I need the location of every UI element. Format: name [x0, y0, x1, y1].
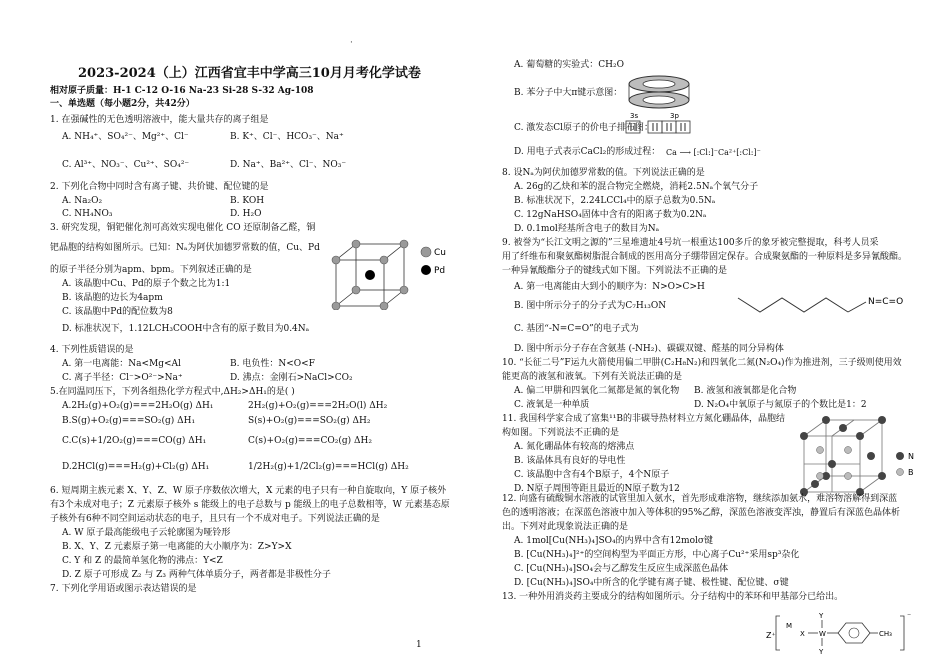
bn-cell-figure	[796, 414, 926, 500]
q7-stem: 7. 下列化学用语或图示表达错误的是	[50, 584, 197, 594]
q1-option-a: A. NH₄⁺、SO₄²⁻、Mg²⁺、Cl⁻	[62, 132, 189, 142]
q2-option-a: A. Na₂O₂	[62, 196, 103, 206]
orbital-3p-label: 3p	[670, 112, 679, 120]
bn-b-legend-label: B	[908, 468, 914, 477]
cl-orbital-figure	[624, 110, 704, 136]
q6-option-b: B. X、Y、Z 元素原子第一电离能的大小顺序为：Z>Y>X	[62, 542, 292, 552]
q5-a-2: 2H₂(g)+O₂(g)===2H₂O(l) ΔH₂	[248, 401, 388, 411]
struct-w-label: W	[819, 630, 826, 638]
q10-option-c: C. 液氧是一种单质	[514, 400, 590, 410]
orbital-3s-label: 3s	[630, 112, 639, 120]
cacl2-formation-figure	[666, 147, 761, 158]
q9-stem-1: 9. 被誉为“长江文明之源的”三星堆遗址4号坑一根重达100多斤的象牙被完整提取，科考人员采	[502, 238, 879, 248]
q5-b-2: S(s)+O₂(g)===SO₂(g) ΔH₂	[248, 416, 371, 426]
q9-stem-3: 一种异氰酸酯分子的键线式如下图。下列说法不正确的是	[502, 266, 728, 276]
struct-ch3-label: CH₃	[879, 630, 892, 638]
q9-stem-2: 用了纤维布和聚氨酯树脂混合制成的医用高分子绷带固定保存。合成聚氨酯的一种原料是多异氰酸酯。	[502, 252, 908, 262]
q11-stem-1: 11. 我国科学家合成了富集¹¹B的非碳导热材料立方氮化硼晶体，晶胞结	[502, 414, 786, 424]
struct-minus-label: ⁻	[907, 611, 912, 620]
q7-option-a: A. 葡萄糖的实验式：CH₂O	[514, 60, 624, 70]
q11-option-c: C. 该晶胞中含有4个B原子，4个N原子	[514, 470, 670, 480]
q3-option-b: B. 该晶胞的边长为4apm	[62, 293, 163, 303]
q2-stem: 2. 下列化合物中同时含有离子键、共价键、配位键的是	[50, 182, 269, 192]
q1-stem: 1. 在强碱性的无色透明溶液中，能大量共存的离子组是	[50, 115, 269, 125]
page-number: 1	[416, 640, 422, 650]
q1-option-d: D. Na⁺、Ba²⁺、Cl⁻、NO₃⁻	[230, 160, 347, 170]
q4-option-c: C. 离子半径：Cl⁻>O²⁻>Na⁺	[62, 373, 183, 383]
q3-option-a: A. 该晶胞中Cu、Pd的原子个数之比为1:1	[62, 279, 231, 289]
q11-option-d: D. N原子周围等距且最近的N原子数为12	[514, 484, 680, 494]
q10-option-b: B. 液氢和液氧都是化合物	[694, 386, 797, 396]
q3-stem-1: 3. 研究发现，铜钯催化剂可高效实现电催化 CO 还原制备乙醛，铜	[50, 223, 316, 233]
q8-option-b: B. 标准状况下，2.24LCCl₄中的原子总数为0.5Nₐ	[514, 196, 716, 206]
top-dot: ·	[350, 38, 353, 48]
q12-option-a: A. 1mol[Cu(NH₃)₄]SO₄的内界中含有12molσ键	[514, 536, 714, 546]
q7-option-b: B. 苯分子中大π键示意图：	[514, 88, 623, 98]
q3-option-c: C. 该晶胞中Pd的配位数为8	[62, 307, 173, 317]
q5-a-1: A.2H₂(g)+O₂(g)===2H₂O(g) ΔH₁	[62, 401, 214, 411]
q9-option-c: C. 基团“-N=C=O”的电子式为	[514, 324, 639, 334]
q1-option-c: C. Al³⁺、NO₃⁻、Cu²⁺、SO₄²⁻	[62, 160, 190, 170]
pd-legend-label: Pd	[434, 266, 446, 276]
q13-stem: 13. 一种外用消炎药主要成分的结构如图所示。分子结构中的苯环和甲基部分已给出。	[502, 592, 844, 602]
q6-stem-1: 6. 短周期主族元素 X、Y、Z、W 原子序数依次增大，X 元素的电子只有一种自旋取向，Y 原子核外	[50, 486, 447, 496]
q7-option-c: C. 激发态Cl原子的价电子排布图：	[514, 123, 654, 133]
cacl2-product-label: [:Cl:]⁻Ca²⁺[:Cl:]⁻	[693, 148, 761, 157]
struct-m-label: M	[786, 622, 793, 630]
q5-c-1: C.C(s)+1/2O₂(g)===CO(g) ΔH₁	[62, 436, 207, 446]
isocyanate-group-label: N=C=O	[868, 297, 904, 307]
q8-option-c: C. 12gNaHSO₄固体中含有的阳离子数为0.2Nₐ	[514, 210, 707, 220]
q11-option-b: B. 该晶体具有良好的导电性	[514, 456, 626, 466]
q2-option-c: C. NH₄NO₃	[62, 209, 113, 219]
isocyanate-structure-figure	[732, 284, 932, 324]
q6-option-c: C. Y 和 Z 的最简单氢化物的沸点：Y<Z	[62, 556, 223, 566]
q8-option-a: A. 26g的乙炔和苯的混合物完全燃烧，消耗2.5Nₐ个氧气分子	[514, 182, 759, 192]
q4-option-b: B. 电负性：N<O<F	[230, 359, 315, 369]
q9-option-a: A. 第一电离能由大到小的顺序为：N>O>C>H	[514, 282, 705, 292]
bn-n-legend-label: N	[908, 452, 914, 461]
q4-option-a: A. 第一电离能：Na<Mg<Al	[62, 359, 181, 369]
q6-option-d: D. Z 原子可形成 Z₂ 与 Z₃ 两种气体单质分子，两者都是非极性分子	[62, 570, 331, 580]
benzene-pi-figure	[624, 70, 694, 114]
ca-atom-label: Ca	[666, 148, 677, 157]
cu-legend-label: Cu	[434, 248, 446, 258]
q5-d-1: D.2HCl(g)===H₂(g)+Cl₂(g) ΔH₁	[62, 462, 210, 472]
struct-y-bottom-label: Y	[819, 648, 824, 656]
cupd-cell-figure	[330, 238, 460, 310]
q12-option-c: C. [Cu(NH₃)₄]SO₄会与乙醇发生反应生成深蓝色晶体	[514, 564, 729, 574]
q10-option-a: A. 偏二甲肼和四氧化二氮都是氮的氧化物	[514, 386, 680, 396]
q10-option-d: D. N₂O₄中氧原子与氮原子的个数比是1：2	[694, 400, 867, 410]
drug-structure-figure	[764, 606, 934, 656]
q7-option-d: D. 用电子式表示CaCl₂的形成过程：	[514, 147, 661, 157]
q6-stem-2: 有3个未成对电子；Z 元素原子核外 s 能级上的电子总数与 p 能级上的电子总数相等，W 元素基态原	[50, 500, 450, 510]
q5-c-2: C(s)+O₂(g)===CO₂(g) ΔH₂	[248, 436, 372, 446]
q4-option-d: D. 沸点：金刚石>NaCl>CO₂	[230, 373, 353, 383]
q5-d-2: 1/2H₂(g)+1/2Cl₂(g)===HCl(g) ΔH₂	[248, 462, 409, 472]
q11-stem-2: 构如图。下列说法不正确的是	[502, 428, 620, 438]
q9-option-b: B. 图中所示分子的分子式为C₇H₁₃ON	[514, 301, 667, 311]
q10-stem-2: 能更高的液氢和液氧。下列有关说法正确的是	[502, 372, 683, 382]
q4-stem: 4. 下列性质错误的是	[50, 345, 134, 355]
q6-option-a: A. W 原子最高能级电子云轮廓图为哑铃形	[62, 528, 231, 538]
q12-stem-1: 12. 向盛有硫酸铜水溶液的试管里加入氨水，首先形成难溶物，继续添加氨水，难溶物溶解得到深蓝	[502, 494, 898, 504]
q3-option-d: D. 标准状况下，1.12LCH₃COOH中含有的原子数目为0.4Nₐ	[62, 324, 310, 334]
q6-stem-3: 子核外有6种不同空间运动状态的电子，且只有一个不成对电子。下列说法正确的是	[50, 514, 380, 524]
q2-option-d: D. H₂O	[230, 209, 262, 219]
q12-stem-2: 色的透明溶液；在深蓝色溶液中加入等体积的95%乙醇，深蓝色溶液变浑浊，静置后有深蓝色晶体析	[502, 508, 901, 518]
arrow-icon: ⟶	[679, 148, 694, 157]
q2-option-b: B. KOH	[230, 196, 265, 206]
section-heading: 一、单选题（每小题2分，共42分）	[50, 99, 195, 109]
q12-stem-3: 出。下列对此现象说法正确的是	[502, 522, 629, 532]
atomic-masses: 相对原子质量：H-1 C-12 O-16 Na-23 Si-28 S-32 Ag-108	[50, 86, 314, 96]
q8-stem: 8. 设Nₐ为阿伏加德罗常数的值。下列说法正确的是	[502, 168, 705, 178]
q11-option-a: A. 氮化硼晶体有较高的熔沸点	[514, 442, 635, 452]
q5-stem: 5.在同温同压下，下列各组热化学方程式中,ΔH₂>ΔH₁的是( )	[50, 387, 295, 397]
q9-option-d: D. 图中所示分子存在含氨基 (-NH₂)、碳碳双键、醛基的同分异构体	[514, 344, 784, 354]
q8-option-d: D. 0.1mol羟基所含电子的数目为Nₐ	[514, 224, 660, 234]
q12-option-d: D. [Cu(NH₃)₄]SO₄中所含的化学键有离子键、极性键、配位键、σ键	[514, 578, 789, 588]
q5-b-1: B.S(g)+O₂(g)===SO₂(g) ΔH₁	[62, 416, 196, 426]
struct-y-top-label: Y	[819, 612, 824, 620]
q3-stem-2: 钯晶胞的结构如图所示。已知：Nₐ为阿伏加德罗常数的值，Cu、Pd	[50, 243, 320, 253]
q3-stem-3: 的原子半径分别为apm、bpm。下列叙述正确的是	[50, 265, 252, 275]
struct-z-label: Z⁺	[766, 631, 776, 640]
struct-x-label: X	[800, 630, 805, 638]
q10-stem-1: 10. “长征二号”F运九火箭使用偏二甲肼(C₂H₈N₂)和四氧化二氮(N₂O₄)作为推进剂，三子级则使用效	[502, 358, 902, 368]
exam-title: 2023-2024（上）江西省宜丰中学高三10月月考化学试卷	[78, 66, 421, 81]
q12-option-b: B. [Cu(NH₃)₄]²⁺的空间构型为平面正方形，中心离子Cu²⁺采用sp³杂化	[514, 550, 800, 560]
q1-option-b: B. K⁺、Cl⁻、HCO₃⁻、Na⁺	[230, 132, 344, 142]
